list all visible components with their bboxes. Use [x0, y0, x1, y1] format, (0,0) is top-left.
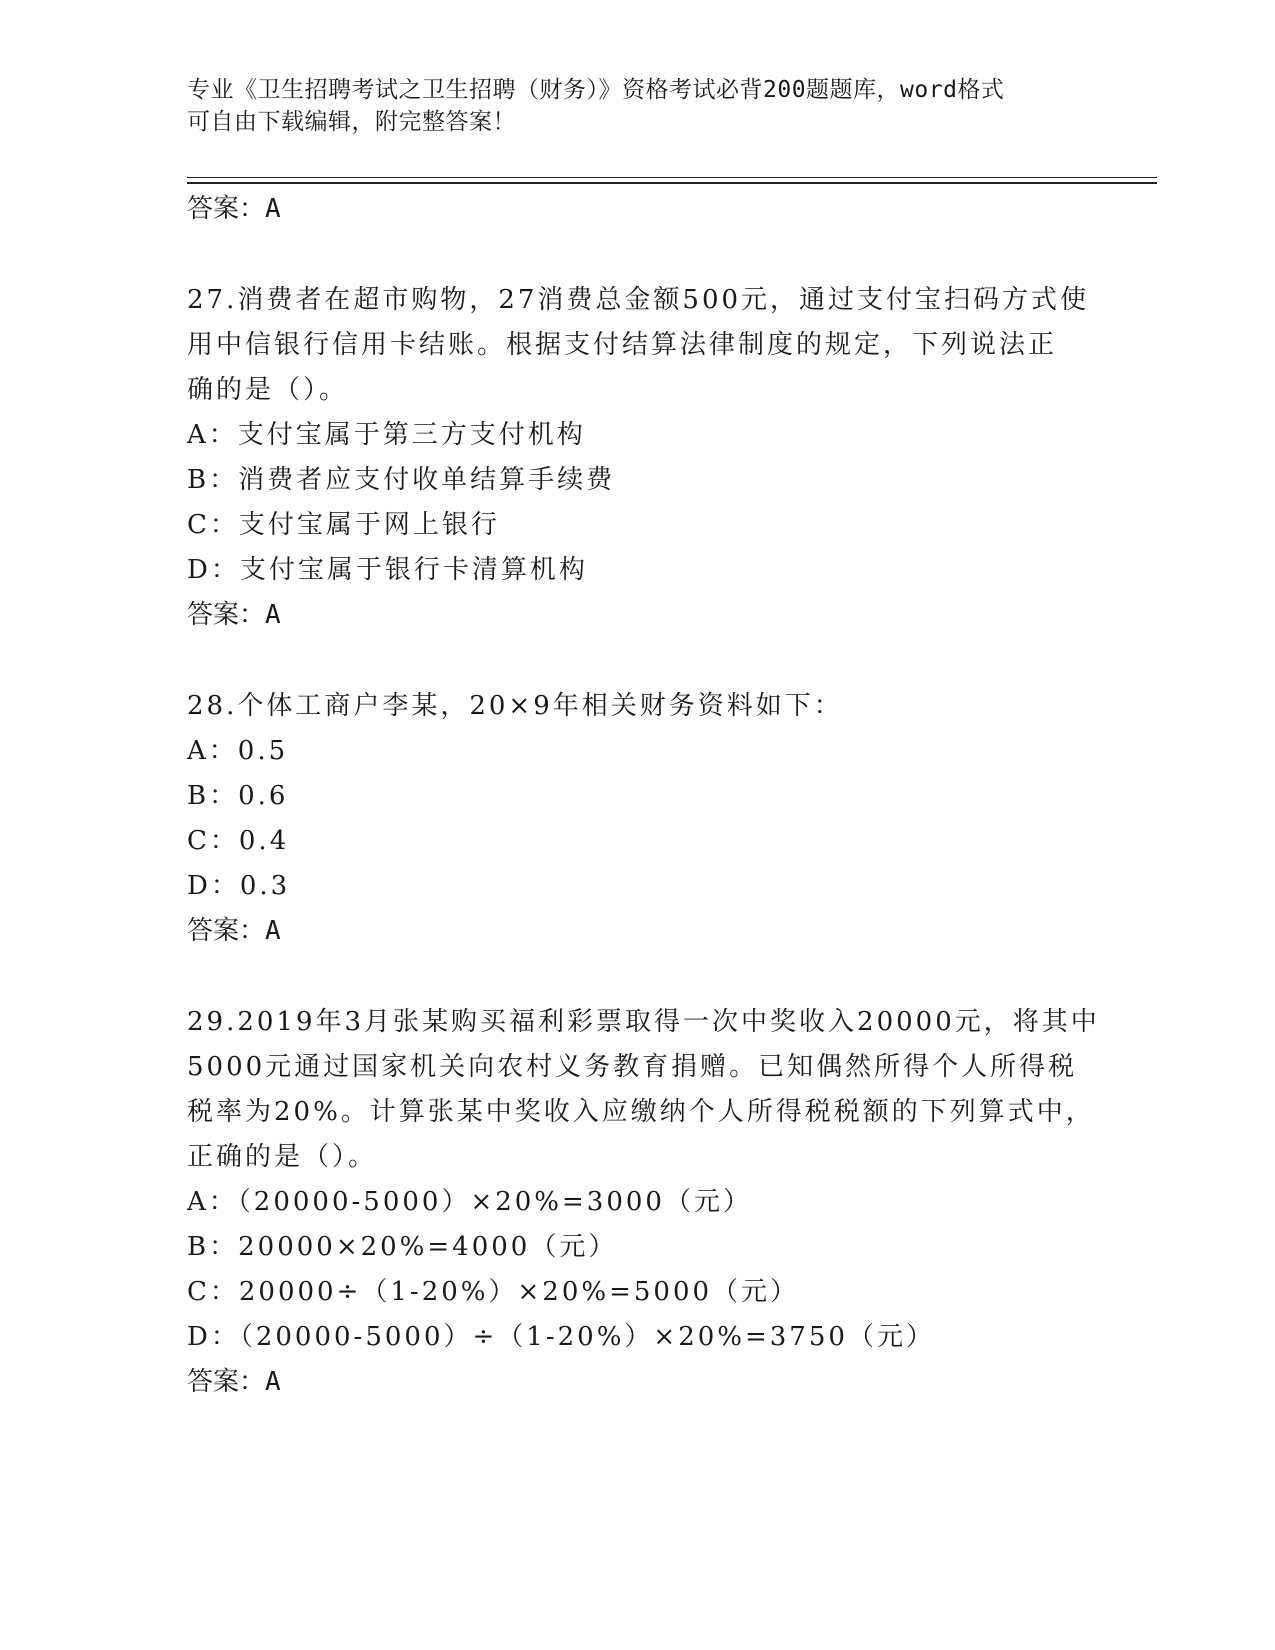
option-c: C：0.4: [187, 826, 290, 856]
question-text: [187, 684, 1087, 729]
question-text: [187, 1000, 1100, 1180]
question-line: 税率为20%。计算张某中奖收入应缴纳个人所得税税额的下列算式中，: [187, 1097, 1095, 1127]
option-b: B：0.6: [187, 781, 289, 811]
question-line: 用中信银行信用卡结账。根据支付结算法律制度的规定，下列说法正: [187, 330, 1058, 360]
answer-line: 答案：A: [187, 916, 281, 946]
question-line: 29.2019年3月张某购买福利彩票取得一次中奖收入20000元，将其中: [187, 1007, 1100, 1037]
option-a: A：支付宝属于第三方支付机构: [187, 420, 586, 450]
option-c: C：支付宝属于网上银行: [187, 510, 500, 540]
question-line: 确的是（）。: [187, 375, 349, 405]
document-body: [187, 187, 1100, 1405]
header-line-1: 专业《卫生招聘考试之卫生招聘（财务）》资格考试必背200题题库，word格式: [187, 77, 1005, 103]
spacer: [187, 232, 1087, 278]
option-c: C：20000÷（1-20%）×20%=5000（元）: [187, 1277, 800, 1307]
option-a: A：（20000-5000）×20%=3000（元）: [187, 1187, 752, 1217]
question-block: [187, 1000, 1100, 1405]
question-line: 28.个体工商户李某，20×9年相关财务资料如下：: [187, 691, 843, 721]
option-d: D：支付宝属于银行卡清算机构: [187, 555, 588, 585]
spacer: [187, 954, 1087, 1000]
question-line: 27.消费者在超市购物，27消费总金额500元，通过支付宝扫码方式使: [187, 285, 1090, 315]
option-d: D：0.3: [187, 871, 291, 901]
header-line-2: 可自由下载编辑，附完整答案！: [187, 109, 516, 135]
page-header: [187, 74, 1087, 138]
option-d: D：（20000-5000）÷（1-20%）×20%=3750（元）: [187, 1322, 935, 1352]
header-divider-thick: [187, 182, 1157, 184]
question-block: [187, 684, 1087, 954]
option-a: A：0.5: [187, 736, 289, 766]
question-line: 5000元通过国家机关向农村义务教育捐赠。已知偶然所得个人所得税: [187, 1052, 1078, 1082]
question-line: 正确的是（）。: [187, 1142, 378, 1172]
option-b: B：消费者应支付收单结算手续费: [187, 465, 616, 495]
answer-line: 答案：A: [187, 600, 281, 630]
answer-line: 答案：A: [187, 1367, 281, 1397]
option-b: B：20000×20%=4000（元）: [187, 1232, 618, 1262]
header-divider-thin: [187, 177, 1157, 178]
previous-answer: 答案：A: [187, 194, 281, 224]
spacer: [187, 638, 1087, 684]
question-text: [187, 278, 1090, 413]
question-block: [187, 278, 1090, 638]
